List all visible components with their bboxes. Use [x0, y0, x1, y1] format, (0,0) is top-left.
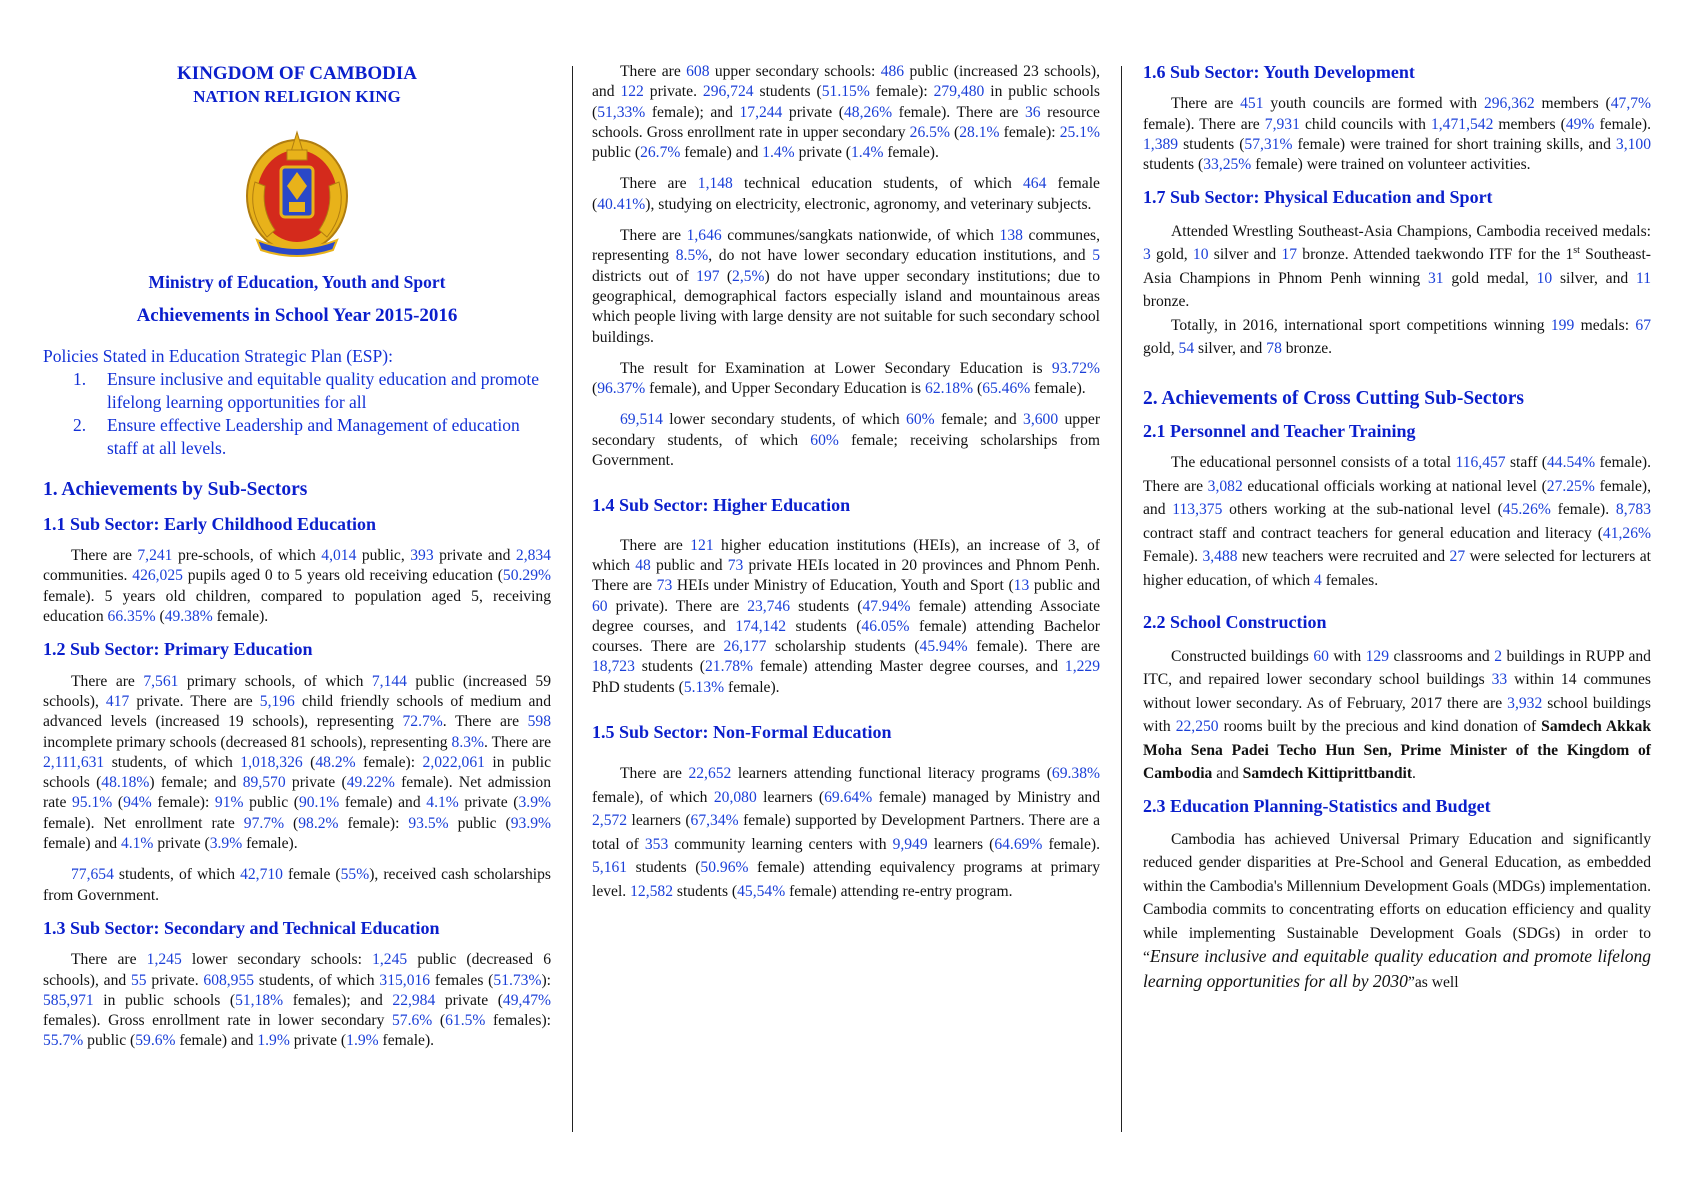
figure-value: 1,148 [697, 175, 733, 193]
figure-value: 62.18% [925, 380, 974, 398]
figure-value: 1,018,326 [240, 753, 303, 771]
figure-value: 426,025 [132, 567, 183, 585]
figure-value: 50.96% [700, 859, 749, 877]
figure-value: 48.18% [101, 774, 150, 792]
figure-value: 48,26% [844, 103, 893, 121]
figure-value: 486 [880, 63, 905, 80]
figure-value: 47,7% [1610, 95, 1651, 113]
figure-value: 353 [644, 835, 669, 853]
figure-value: 5,196 [259, 692, 295, 710]
paragraph-non-formal: There are 22,652 learners attending functional literacy programs (69.38% female), of which 20,080 learners (69.64% female) managed by Ministry and 2,572 learners (67,34% female) supported by Development Partners. There are a total of 353 community learning centers with 9,949 learners (64.69% female). 5,161 students (50.96% female) attending equivalency programs at primary level. 12,582 students (45,54% female) attending re-entry program. [592, 765, 1101, 900]
figure-value: 47.94% [862, 597, 911, 615]
figure-value: 33,25% [1203, 156, 1252, 174]
policies-block [43, 345, 551, 460]
figure-value: 97.7% [243, 814, 285, 832]
figure-value: 393 [410, 547, 434, 565]
figure-value: 129 [1365, 647, 1389, 665]
figure-value: 1,646 [686, 227, 722, 245]
country-title: KINGDOM OF CAMBODIA [177, 63, 417, 84]
figure-value: 22,984 [392, 991, 436, 1009]
figure-value: 7,144 [371, 672, 407, 690]
figure-value: 59.6% [135, 1032, 176, 1050]
figure-value: 22,652 [688, 765, 732, 783]
subsection-heading: 2.1 Personnel and Teacher Training [1143, 421, 1416, 442]
figure-value: 3.9% [209, 835, 243, 853]
bold-name: Samdech Akkak Moha Sena Padei Techo Hun Sen, Prime Minister of the Kingdom of Cambodia [1143, 718, 1651, 783]
paragraph-early-childhood: There are 7,241 pre-schools, of which 4,014 public, 393 private and 2,834 communities. 426,025 pupils aged 0 to 5 years old receiving education (50.29% female). 5 years old children, compared to population aged 5, receiving education 66.35% (49.38% female). [43, 547, 551, 626]
figure-value: 197 [696, 267, 720, 285]
figure-value: 464 [1022, 175, 1047, 193]
column-divider [572, 66, 573, 1132]
figure-value: 608,955 [203, 971, 255, 989]
figure-value: 42,710 [240, 866, 283, 884]
figure-value: 2,572 [592, 812, 628, 830]
policies-intro: Policies Stated in Education Strategic Plan (ESP): [43, 345, 393, 366]
figure-value: 1.9% [346, 1032, 379, 1050]
figure-value: 93.72% [1051, 359, 1100, 377]
figure-value: 65.46% [982, 380, 1031, 398]
figure-value: 2,111,631 [43, 753, 105, 771]
subsection-heading: 1.1 Sub Sector: Early Childhood Education [43, 513, 377, 534]
figure-value: 45,54% [737, 882, 786, 900]
figure-value: 25.1% [1059, 123, 1100, 141]
figure-value: 598 [527, 713, 551, 731]
figure-value: 417 [105, 692, 130, 710]
figure-value: 2,5% [732, 267, 765, 285]
paragraph-construction: Constructed buildings 60 with 129 classrooms and 2 buildings in RUPP and ITC, and repaired lower secondary school buildings 33 within 14 communes without lower secondary. As of February, 2017 there are 3,932 school buildings with 22,250 rooms built by the precious and kind donation of Samdech Akkak Moha Sena Padei Techo Hun Sen, Prime Minister of the Kingdom of Cambodia and Samdech Kittiprittbandit. [1143, 647, 1651, 783]
column-3 [1143, 62, 1651, 994]
figure-value: 98.2% [298, 814, 339, 832]
figure-value: 12,582 [630, 882, 673, 900]
figure-value: 1,245 [372, 951, 408, 969]
figure-value: 3 [1143, 246, 1151, 264]
figure-value: 44.54% [1547, 454, 1596, 472]
figure-value: 113,375 [1172, 501, 1223, 519]
subsection-heading: 2.2 School Construction [1143, 612, 1327, 633]
column-1 [43, 62, 551, 1052]
figure-value: 2,022,061 [422, 753, 485, 771]
figure-value: 28.1% [959, 123, 1000, 141]
figure-value: 18,723 [592, 658, 635, 676]
paragraph-sport-medals: Attended Wrestling Southeast-Asia Champions, Cambodia received medals: 3 gold, 10 silver and 17 bronze. Attended taekwondo ITF for the 1st Southeast-Asia Champions in Phnom Penh winning 31 gold medal, 10 silver, and 11 bronze. [1143, 222, 1652, 311]
figure-value: 49% [1565, 115, 1595, 133]
paragraph-sport-total: Totally, in 2016, international sport competitions winning 199 medals: 67 gold, 54 silver, and 78 bronze. [1143, 316, 1651, 358]
paragraph-primary-scholarship: 77,654 students, of which 42,710 female (55%), received cash scholarships from Government. [43, 866, 551, 904]
figure-value: 26.5% [909, 123, 950, 141]
figure-value: 199 [1550, 316, 1575, 334]
figure-value: 64.69% [994, 835, 1043, 853]
paragraph-technical: There are 1,148 technical education students, of which 464 female (40.41%), studying on electricity, electronic, agronomy, and veterinary subjects. [592, 175, 1100, 213]
figure-value: 2 [1494, 647, 1502, 665]
section-heading: 1. Achievements by Sub-Sectors [43, 478, 308, 500]
subsection-heading: 1.4 Sub Sector: Higher Education [592, 495, 851, 516]
paragraph-youth: There are 451 youth councils are formed with 296,362 members (47,7% female). There are 7,931 child councils with 1,471,542 members (49% female). 1,389 students (57,31% female) were trained for short training skills, and 3,100 students (33,25% female) were trained on volunteer activities. [1143, 95, 1651, 174]
achievements-title: Achievements in School Year 2015-2016 [136, 305, 458, 327]
figure-value: 45.94% [919, 638, 968, 656]
figure-value: 89,570 [242, 774, 286, 792]
figure-value: 3,932 [1507, 694, 1543, 712]
figure-value: 296,362 [1483, 95, 1535, 113]
ministry-name: Ministry of Education, Youth and Sport [148, 272, 446, 292]
figure-value: 51,33% [597, 103, 646, 121]
figure-value: 279,480 [933, 83, 985, 101]
figure-value: 7,241 [137, 547, 173, 565]
figure-value: 1,229 [1064, 658, 1100, 676]
figure-value: 46.05% [861, 617, 910, 635]
figure-value: 33 [1491, 671, 1508, 689]
figure-value: 93.9% [510, 814, 552, 832]
figure-value: 116,457 [1455, 454, 1506, 472]
figure-value: 23,746 [747, 597, 791, 615]
figure-value: 10 [1536, 269, 1553, 287]
figure-value: 1.4% [850, 144, 884, 162]
figure-value: 3,488 [1202, 548, 1238, 566]
figure-value: 138 [999, 227, 1023, 245]
figure-value: 17 [1281, 246, 1298, 264]
bold-name: Samdech Kittiprittbandit [1242, 765, 1413, 783]
figure-value: 20,080 [713, 788, 757, 806]
figure-value: 54 [1178, 340, 1195, 358]
superscript: st [1573, 245, 1580, 257]
figure-value: 1.4% [762, 144, 795, 162]
figure-value: 94% [123, 794, 152, 812]
figure-value: 451 [1240, 95, 1264, 113]
figure-value: 48.2% [315, 753, 356, 771]
figure-value: 73 [656, 577, 673, 595]
figure-value: 67 [1635, 316, 1651, 334]
paragraph-secondary-upper: There are 608 upper secondary schools: 486 public (increased 23 schools), and 122 private. 296,724 students (51.15% female): 279,480 in public schools (51,33% female); and 17,244 private (48,26% female). There are 36 resource schools. Gross enrollment rate in upper secondary 26.5% (28.1% female): 25.1% public (26.7% female) and 1.4% private (1.4% female). [592, 63, 1100, 162]
figure-value: 55.7% [43, 1032, 84, 1050]
figure-value: 60% [906, 411, 935, 429]
policy-item: 2. Ensure effective Leadership and Management of education staff at all levels. [73, 414, 520, 458]
figure-value: 57,31% [1244, 135, 1293, 153]
figure-value: 4.1% [426, 794, 459, 812]
subsection-heading: 1.6 Sub Sector: Youth Development [1143, 62, 1415, 82]
figure-value: 1,389 [1143, 135, 1179, 153]
figure-value: 17,244 [739, 103, 783, 121]
column-divider [1121, 66, 1122, 1132]
figure-value: 91% [214, 794, 244, 812]
figure-value: 51.73% [493, 971, 542, 989]
figure-value: 69.64% [824, 788, 873, 806]
figure-value: 55% [340, 866, 370, 884]
figure-value: 10 [1192, 246, 1209, 264]
figure-value: 13 [1013, 577, 1030, 595]
paragraph-examination: The result for Examination at Lower Secondary Education is 93.72% (96.37% female), and Upper Secondary Education is 62.18% (65.46% female). [592, 359, 1100, 398]
figure-value: 2,834 [515, 547, 551, 565]
paragraph-secondary-scholarship: 69,514 lower secondary students, of which 60% female; and 3,600 upper secondary students, of which 60% female; receiving scholarships from Government. [592, 411, 1101, 470]
subsection-heading: 1.3 Sub Sector: Secondary and Technical Education [43, 917, 440, 938]
figure-value: 55 [131, 971, 147, 989]
figure-value: 5,161 [592, 859, 628, 877]
figure-value: 3,600 [1023, 411, 1059, 429]
policy-item: 1. Ensure inclusive and equitable quality education and promote lifelong learning opportunities for all [73, 368, 540, 412]
figure-value: 26.7% [640, 144, 681, 162]
figure-value: 48 [635, 556, 651, 574]
figure-value: 49.38% [164, 608, 213, 626]
figure-value: 69.38% [1051, 765, 1100, 783]
figure-value: 40.41% [597, 195, 646, 213]
column-2 [592, 62, 1100, 903]
figure-value: 49.22% [346, 774, 395, 792]
policies-list [43, 368, 551, 460]
figure-value: 9,949 [892, 835, 928, 853]
royal-emblem-icon [237, 122, 357, 262]
figure-value: 57.6% [392, 1012, 433, 1030]
figure-value: 66.35% [107, 608, 156, 626]
figure-value: 36 [1025, 103, 1041, 121]
figure-value: 608 [686, 63, 710, 80]
figure-value: 7,561 [143, 672, 179, 690]
figure-value: 122 [620, 83, 644, 101]
italic-quote: Ensure inclusive and equitable quality education and promote lifelong learning opportunities for all by 2030 [1143, 946, 1651, 991]
subsection-heading: 1.5 Sub Sector: Non-Formal Education [592, 722, 892, 743]
figure-value: 296,724 [702, 83, 754, 101]
figure-value: 585,971 [43, 991, 94, 1009]
figure-value: 78 [1266, 340, 1282, 358]
figure-value: 27 [1449, 548, 1466, 566]
figure-value: 93.5% [408, 814, 449, 832]
subsection-heading: 2.3 Education Planning-Statistics and Budget [1143, 795, 1491, 816]
figure-value: 45.26% [1502, 501, 1551, 519]
figure-value: 315,016 [379, 971, 431, 989]
figure-value: 90.1% [298, 794, 340, 812]
figure-value: 31 [1427, 269, 1444, 287]
figure-value: 3,082 [1207, 477, 1243, 495]
subsection-heading: 1.2 Sub Sector: Primary Education [43, 639, 313, 660]
figure-value: 77,654 [71, 866, 114, 884]
figure-value: 7,931 [1264, 115, 1300, 133]
paragraph-secondary-lower: There are 1,245 lower secondary schools: 1,245 public (decreased 6 schools), and 55 private. 608,955 students, of which 315,016 females (51.73%): 585,971 in public schools (51,18% females); and 22,984 private (49,47% females). Gross enrollment rate in lower secondary 57.6% (61.5% females): 55.7% public (59.6% female) and 1.9% private (1.9% female). [43, 951, 551, 1050]
figure-value: 22,250 [1175, 718, 1219, 736]
figure-value: 69,514 [620, 411, 663, 429]
figure-value: 4,014 [321, 547, 357, 565]
figure-value: 61.5% [445, 1012, 486, 1030]
figure-value: 8.3% [451, 733, 485, 751]
figure-value: 1,245 [146, 951, 182, 969]
figure-value: 26,177 [723, 638, 767, 656]
figure-value: 5 [1092, 247, 1100, 265]
figure-value: 4 [1314, 571, 1322, 589]
figure-value: 72.7% [402, 713, 443, 731]
figure-value: 174,142 [735, 617, 787, 635]
figure-value: 41,26% [1602, 524, 1651, 542]
paragraph-planning: Cambodia has achieved Universal Primary Education and significantly reduced gender disparities at Pre-School and General Education, as embedded within the Cambodia's Millennium Development Goals (MDGs) implementation. Cambodia commits to concentrating efforts on education efficiency and quality while implementing Sustainable Development Goals (SDGs) in order to “Ensure inclusive and equitable quality education and promote lifelong learning opportunities for all by 2030”as well [1143, 830, 1651, 991]
paragraph-communes: There are 1,646 communes/sangkats nationwide, of which 138 communes, representing 8.5%, do not have lower secondary education institutions, and 5 districts out of 197 (2,5%) do not have upper secondary institutions; due to geographical, demographical factors especially island and mountainous areas which people living with large density are not suitable for such secondary school buildings. [592, 227, 1100, 346]
paragraph-primary: There are 7,561 primary schools, of which 7,144 public (increased 59 schools), 417 private. There are 5,196 child friendly schools of medium and advanced levels (increased 19 schools), representing 72.7%. There are 598 incomplete primary schools (decreased 81 schools), representing 8.3%. There are 2,111,631 students, of which 1,018,326 (48.2% female): 2,022,061 in public schools (48.18%) female; and 89,570 private (49.22% female). Net admission rate 95.1% (94% female): 91% public (90.1% female) and 4.1% private (3.9% female). Net enrollment rate 97.7% (98.2% female): 93.5% public (93.9% female) and 4.1% private (3.9% female). [43, 672, 552, 853]
figure-value: 73 [727, 556, 744, 574]
figure-value: 3.9% [518, 794, 551, 812]
figure-value: 21.78% [704, 658, 754, 676]
figure-value: 95.1% [72, 794, 113, 812]
figure-value: 67,34% [690, 812, 739, 830]
figure-value: 60 [592, 597, 608, 615]
figure-value: 51.15% [821, 83, 870, 101]
figure-value: 96.37% [597, 380, 646, 398]
figure-value: 49,47% [502, 991, 551, 1009]
figure-value: 5.13% [683, 678, 725, 696]
figure-value: 8,783 [1615, 501, 1652, 519]
subsection-heading: 1.7 Sub Sector: Physical Education and Sport [1143, 187, 1493, 208]
figure-value: 51,18% [235, 991, 284, 1009]
figure-value: 60% [810, 431, 839, 449]
section-heading: 2. Achievements of Cross Cutting Sub-Sectors [1143, 387, 1524, 409]
paragraph-higher-education: There are 121 higher education institutions (HEIs), an increase of 3, of which 48 public and 73 private HEIs located in 20 provinces and Phnom Penh. There are 73 HEIs under Ministry of Education, Youth and Sport (13 public and 60 private). There are 23,746 students (47.94% female) attending Associate degree courses, and 174,142 students (46.05% female) attending Bachelor courses. There are 26,177 scholarship students (45.94% female). There are 18,723 students (21.78% female) attending Master degree courses, and 1,229 PhD students (5.13% female). [592, 536, 1101, 696]
figure-value: 4.1% [120, 835, 154, 853]
figure-value: 11 [1635, 269, 1651, 287]
figure-value: 60 [1313, 647, 1329, 665]
figure-value: 3,100 [1615, 135, 1651, 153]
figure-value: 1,471,542 [1430, 115, 1494, 133]
figure-value: 8.5% [675, 247, 709, 265]
figure-value: 1.9% [257, 1032, 290, 1050]
figure-value: 50.29% [502, 567, 551, 585]
figure-value: 121 [690, 536, 714, 554]
figure-value: 27.25% [1546, 477, 1595, 495]
paragraph-personnel: The educational personnel consists of a total 116,457 staff (44.54% female). There are 3,082 educational officials working at national level (27.25% female), and 113,375 others working at the sub-national level (45.26% female). 8,783 contract staff and contract teachers for general education and literacy (41,26% Female). 3,488 new teachers were recruited and 27 were selected for lecturers at higher education, of which 4 females. [1143, 454, 1652, 589]
motto: NATION RELIGION KING [193, 87, 401, 106]
